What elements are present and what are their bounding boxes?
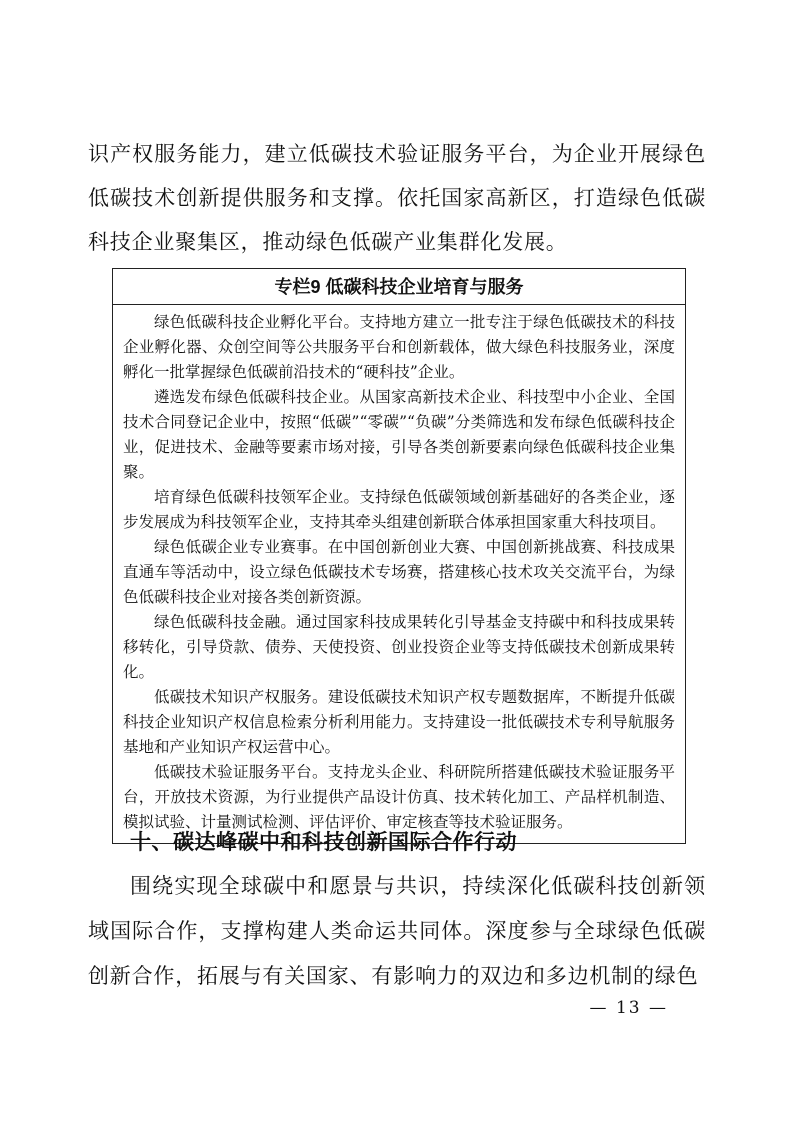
column-box-paragraph: 低碳技术验证服务平台。支持龙头企业、科研院所搭建低碳技术验证服务平台，开放技术资源，为行业提供产品设计仿真、技术转化加工、产品样机制造、模拟试验、计量测试检测、评估评价、审定核查等技术验证服务。	[123, 763, 675, 831]
section-paragraph: 围绕实现全球碳中和愿景与共识，持续深化低碳科技创新领域国际合作，支撑构建人类命运共同体。深度参与全球绿色低碳创新合作，拓展与有关国家、有影响力的双边和多边机制的绿色	[88, 874, 706, 988]
column-box-paragraph: 低碳技术知识产权服务。建设低碳技术知识产权专题数据库，不断提升低碳科技企业知识产权信息检索分析利用能力。支持建设一批低碳技术专利导航服务基地和产业知识产权运营中心。	[123, 688, 675, 756]
intro-paragraph: 识产权服务能力，建立低碳技术验证服务平台，为企业开展绿色低碳技术创新提供服务和支撑。依托国家高新区，打造绿色低碳科技企业聚集区，推动绿色低碳产业集群化发展。	[88, 142, 706, 254]
page-number: — 13 —	[589, 998, 668, 1018]
column-box-paragraph: 绿色低碳企业专业赛事。在中国创新创业大赛、中国创新挑战赛、科技成果直通车等活动中，设立绿色低碳技术专场赛，搭建核心技术攻关交流平台，为绿色低碳科技企业对接各类创新资源。	[123, 538, 675, 606]
column-box-title: 专栏9 低碳科技企业培育与服务	[113, 269, 685, 305]
column-box-paragraph: 培育绿色低碳科技领军企业。支持绿色低碳领域创新基础好的各类企业，逐步发展成为科技领军企业，支持其牵头组建创新联合体承担国家重大科技项目。	[123, 488, 675, 531]
column-box-body	[113, 305, 685, 843]
column-box-paragraph: 绿色低碳科技企业孵化平台。支持地方建立一批专注于绿色低碳技术的科技企业孵化器、众创空间等公共服务平台和创新载体，做大绿色科技服务业，深度孵化一批掌握绿色低碳前沿技术的“硬科技”企业。	[123, 313, 675, 381]
column-box-paragraph: 遴选发布绿色低碳科技企业。从国家高新技术企业、科技型中小企业、全国技术合同登记企业中，按照“低碳”“零碳”“负碳”分类筛选和发布绿色低碳科技企业，促进技术、金融等要素市场对接，引导各类创新要素向绿色低碳科技企业集聚。	[123, 388, 675, 481]
column-box	[112, 268, 686, 844]
column-box-paragraph: 绿色低碳科技金融。通过国家科技成果转化引导基金支持碳中和科技成果转移转化，引导贷款、债券、天使投资、创业投资企业等支持低碳技术创新成果转化。	[123, 613, 675, 681]
section-heading: 十、碳达峰碳中和科技创新国际合作行动	[130, 831, 517, 854]
